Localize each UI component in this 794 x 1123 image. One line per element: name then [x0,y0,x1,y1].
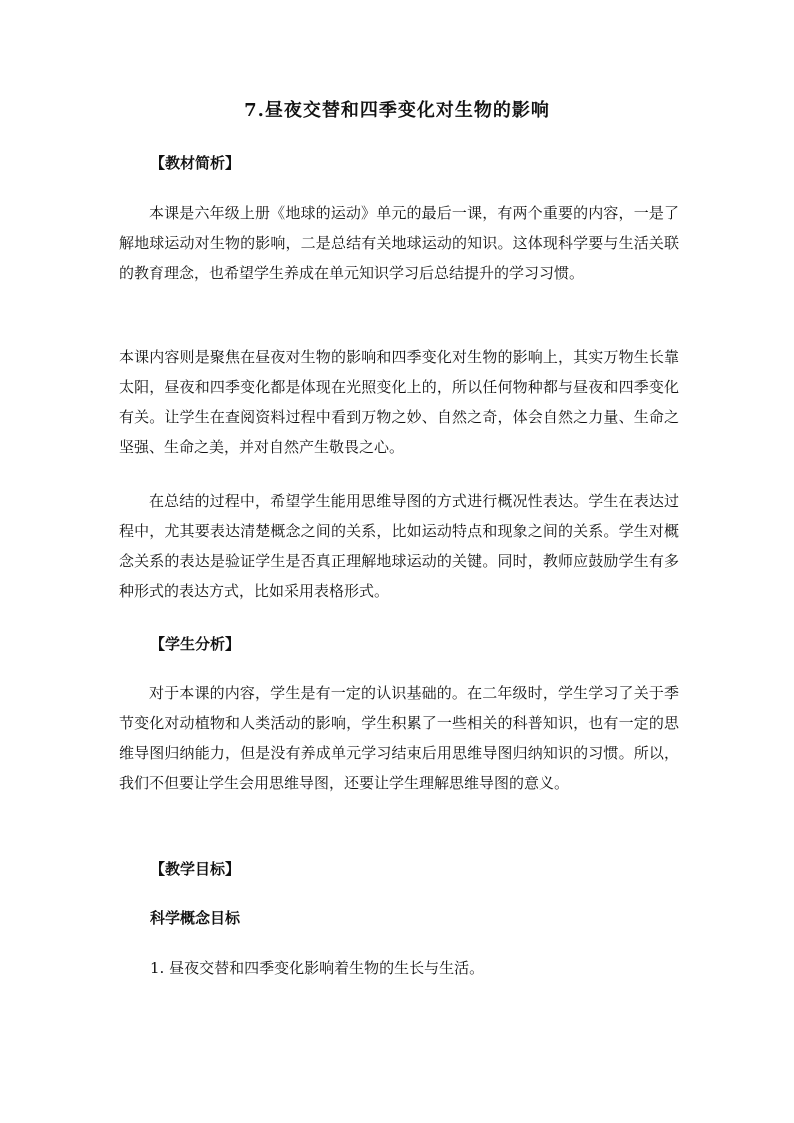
paragraph-student-1: 对于本课的内容，学生是有一定的认识基础的。在二年级时，学生学习了关于季节变化对动植物和人类活动的影响，学生积累了一些相关的科普知识，也有一定的思维导图归纳能力，但是没有养成单元学习结束后用思维导图归纳知识的习惯。所以，我们不但要让学生会用思维导图，还要让学生理解思维导图的意义。 [119,684,679,792]
subheading-science-concept-goals: 科学概念目标 [150,909,241,927]
list-item-concept-1: 1. 昼夜交替和四季变化影响着生物的生长与生活。 [150,959,485,977]
section-heading-textbook-analysis: 【教材简析】 [150,154,241,172]
paragraph-textbook-2: 本课内容则是聚焦在昼夜对生物的影响和四季变化对生物的影响上，其实万物生长靠太阳，昼夜和四季变化都是体现在光照变化上的，所以任何物种都与昼夜和四季变化有关。让学生在查阅资料过程中看到万物之妙、自然之奇，体会自然之力量、生命之坚强、生命之美，并对自然产生敬畏之心。 [119,348,679,456]
paragraph-textbook-1: 本课是六年级上册《地球的运动》单元的最后一课，有两个重要的内容，一是了解地球运动对生物的影响，二是总结有关地球运动的知识。这体现科学要与生活关联的教育理念，也希望学生养成在单元知识学习后总结提升的学习习惯。 [119,204,679,282]
section-heading-teaching-goals: 【教学目标】 [150,860,241,878]
page-title: 7.昼夜交替和四季变化对生物的影响 [244,100,550,121]
paragraph-textbook-3: 在总结的过程中，希望学生能用思维导图的方式进行概况性表达。学生在表达过程中，尤其要表达清楚概念之间的关系，比如运动特点和现象之间的关系。学生对概念关系的表达是验证学生是否真正理解地球运动的关键。同时，教师应鼓励学生有多种形式的表达方式，比如采用表格形式。 [119,492,679,600]
section-heading-student-analysis: 【学生分析】 [150,635,241,653]
